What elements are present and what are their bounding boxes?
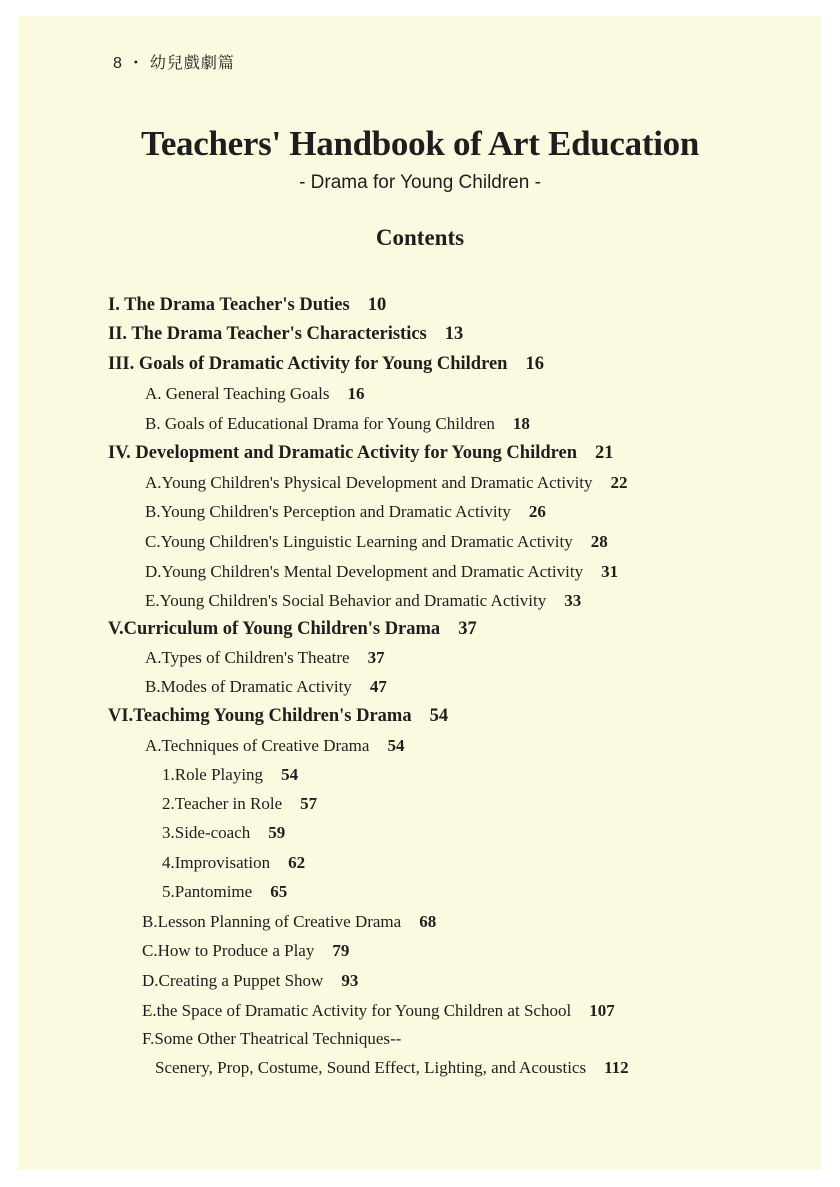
- toc-entry[interactable]: F.Some Other Theatrical Techniques--: [142, 1029, 402, 1048]
- toc-entry[interactable]: V.Curriculum of Young Children's Drama 37: [108, 619, 477, 639]
- toc-entry[interactable]: D.Young Children's Mental Development and Dramatic Activity 31: [145, 562, 619, 581]
- toc-entry[interactable]: 3.Side-coach 59: [162, 823, 286, 842]
- toc-entry[interactable]: E.the Space of Dramatic Activity for Young Children at School 107: [142, 1001, 615, 1020]
- toc-entry[interactable]: IV. Development and Dramatic Activity for Young Children 21: [108, 443, 614, 463]
- toc-entry[interactable]: B. Goals of Educational Drama for Young Children 18: [145, 414, 530, 433]
- toc-entry[interactable]: A. General Teaching Goals 16: [145, 384, 365, 403]
- toc-entry[interactable]: B.Young Children's Perception and Dramatic Activity 26: [145, 502, 546, 521]
- book-subtitle: - Drama for Young Children -: [299, 172, 541, 193]
- book-title: Teachers' Handbook of Art Education: [140, 124, 699, 163]
- toc-entry[interactable]: B.Modes of Dramatic Activity 47: [145, 677, 387, 696]
- toc-entry[interactable]: C.How to Produce a Play 79: [142, 941, 350, 960]
- toc-entry[interactable]: III. Goals of Dramatic Activity for Young Children 16: [108, 354, 544, 374]
- toc-entry[interactable]: E.Young Children's Social Behavior and Dramatic Activity 33: [145, 591, 582, 610]
- running-header: [113, 50, 235, 73]
- toc-entry[interactable]: A.Young Children's Physical Development and Dramatic Activity 22: [145, 473, 628, 492]
- toc-entry[interactable]: D.Creating a Puppet Show 93: [142, 971, 359, 990]
- toc-entry[interactable]: II. The Drama Teacher's Characteristics 13: [108, 324, 464, 344]
- toc-entry[interactable]: 5.Pantomime 65: [162, 882, 288, 901]
- page-number: 8: [113, 55, 123, 72]
- contents-heading: Contents: [375, 225, 465, 250]
- toc-entry[interactable]: 1.Role Playing 54: [162, 765, 299, 784]
- toc-entry[interactable]: B.Lesson Planning of Creative Drama 68: [142, 912, 437, 931]
- header-separator: ・: [127, 55, 145, 72]
- toc-entry[interactable]: A.Types of Children's Theatre 37: [145, 648, 385, 667]
- toc-entry[interactable]: I. The Drama Teacher's Duties 10: [108, 295, 387, 315]
- toc-entry[interactable]: VI.Teachimg Young Children's Drama 54: [108, 706, 449, 726]
- toc-entry[interactable]: A.Techniques of Creative Drama 54: [145, 736, 405, 755]
- toc-entry[interactable]: C.Young Children's Linguistic Learning and Dramatic Activity 28: [145, 532, 608, 551]
- section-name: 幼兒戲劇篇: [149, 55, 235, 72]
- toc-entry[interactable]: Scenery, Prop, Costume, Sound Effect, Lighting, and Acoustics 112: [155, 1058, 629, 1077]
- toc-entry[interactable]: 4.Improvisation 62: [162, 853, 306, 872]
- toc-entry[interactable]: 2.Teacher in Role 57: [162, 794, 318, 813]
